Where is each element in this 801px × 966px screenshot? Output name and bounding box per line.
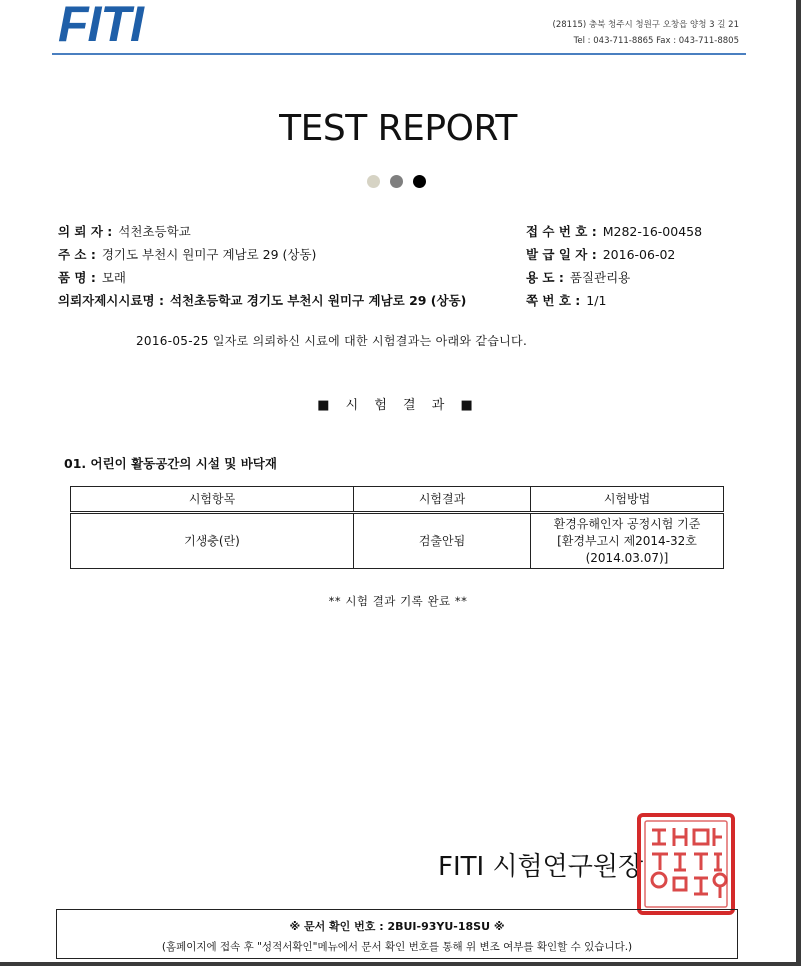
item-value: 모래 bbox=[101, 270, 127, 285]
method-line: (2014.03.07)] bbox=[585, 550, 669, 565]
dot-gray bbox=[390, 175, 403, 188]
item-field bbox=[58, 268, 126, 286]
purpose-value: 품질관리용 bbox=[569, 270, 631, 285]
sample-label: 의뢰자제시시료명 : bbox=[58, 293, 164, 308]
receipt-value: M282-16-00458 bbox=[602, 224, 703, 239]
cell-test-item: 기생충(란) bbox=[71, 513, 354, 569]
fiti-logo bbox=[58, 0, 143, 52]
cell-test-result: 검출안됨 bbox=[354, 513, 531, 569]
purpose-field bbox=[526, 268, 630, 286]
table-header-row bbox=[71, 487, 724, 513]
method-line: [환경부고시 제2014-32호 bbox=[557, 533, 697, 548]
logo-text: FITI bbox=[58, 0, 143, 52]
client-field bbox=[58, 222, 191, 240]
header-contact: Tel : 043-711-8865 Fax : 043-711-8805 bbox=[573, 36, 739, 46]
dot-light bbox=[367, 175, 380, 188]
report-title: TEST REPORT bbox=[279, 108, 517, 149]
purpose-label: 용 도 : bbox=[526, 270, 564, 285]
subsection-title: 01. 어린이 활동공간의 시설 및 바닥재 bbox=[64, 456, 277, 471]
verification-number: ※ 문서 확인 번호 : 2BUI-93YU-18SU ※ bbox=[289, 920, 505, 933]
issue-label: 발 급 일 자 : bbox=[526, 247, 597, 262]
sample-field bbox=[58, 291, 466, 309]
address-label: 주 소 : bbox=[58, 247, 96, 262]
signature-name: FITI 시험연구원장 bbox=[438, 852, 644, 882]
client-label: 의 뢰 자 : bbox=[58, 224, 113, 239]
cell-test-method bbox=[531, 513, 724, 569]
receipt-label: 접 수 번 호 : bbox=[526, 224, 597, 239]
page-field bbox=[526, 291, 606, 309]
header-divider bbox=[52, 53, 746, 55]
header-test-method: 시험방법 bbox=[531, 487, 724, 513]
page-edge bbox=[796, 0, 801, 966]
page-value: 1/1 bbox=[586, 293, 607, 308]
client-value: 석천초등학교 bbox=[118, 224, 191, 239]
header-address: (28115) 충북 청주시 청원구 오창읍 양청 3 길 21 bbox=[552, 20, 739, 30]
page-label: 쪽 번 호 : bbox=[526, 293, 581, 308]
issue-value: 2016-06-02 bbox=[602, 247, 676, 262]
issue-field bbox=[526, 245, 675, 263]
official-seal bbox=[636, 812, 736, 916]
verification-instructions: (홈페이지에 접속 후 "성적서확인"메뉴에서 문서 확인 번호를 통해 위 변조 여부를 확인할 수 있습니다.) bbox=[161, 941, 633, 953]
page-edge bbox=[0, 962, 801, 966]
item-label: 품 명 : bbox=[58, 270, 96, 285]
results-table bbox=[70, 486, 724, 569]
document-verification-box bbox=[56, 909, 738, 959]
intro-text: 2016-05-25 일자로 의뢰하신 시료에 대한 시험결과는 아래와 같습니다. bbox=[136, 334, 528, 348]
address-value: 경기도 부천시 원미구 계남로 29 (상동) bbox=[101, 247, 317, 262]
table-row bbox=[71, 513, 724, 569]
decorative-dots bbox=[367, 175, 426, 188]
receipt-field bbox=[526, 222, 702, 240]
dot-black bbox=[413, 175, 426, 188]
header-test-item: 시험항목 bbox=[71, 487, 354, 513]
address-field bbox=[58, 245, 316, 263]
method-line: 환경유해인자 공정시험 기준 bbox=[553, 516, 701, 531]
sample-value: 석천초등학교 경기도 부천시 원미구 계남로 29 (상동) bbox=[169, 293, 467, 308]
header-test-result: 시험결과 bbox=[354, 487, 531, 513]
completion-note: ** 시험 결과 기록 완료 ** bbox=[328, 594, 468, 608]
section-heading: ■ 시 험 결 과 ■ bbox=[317, 398, 479, 413]
